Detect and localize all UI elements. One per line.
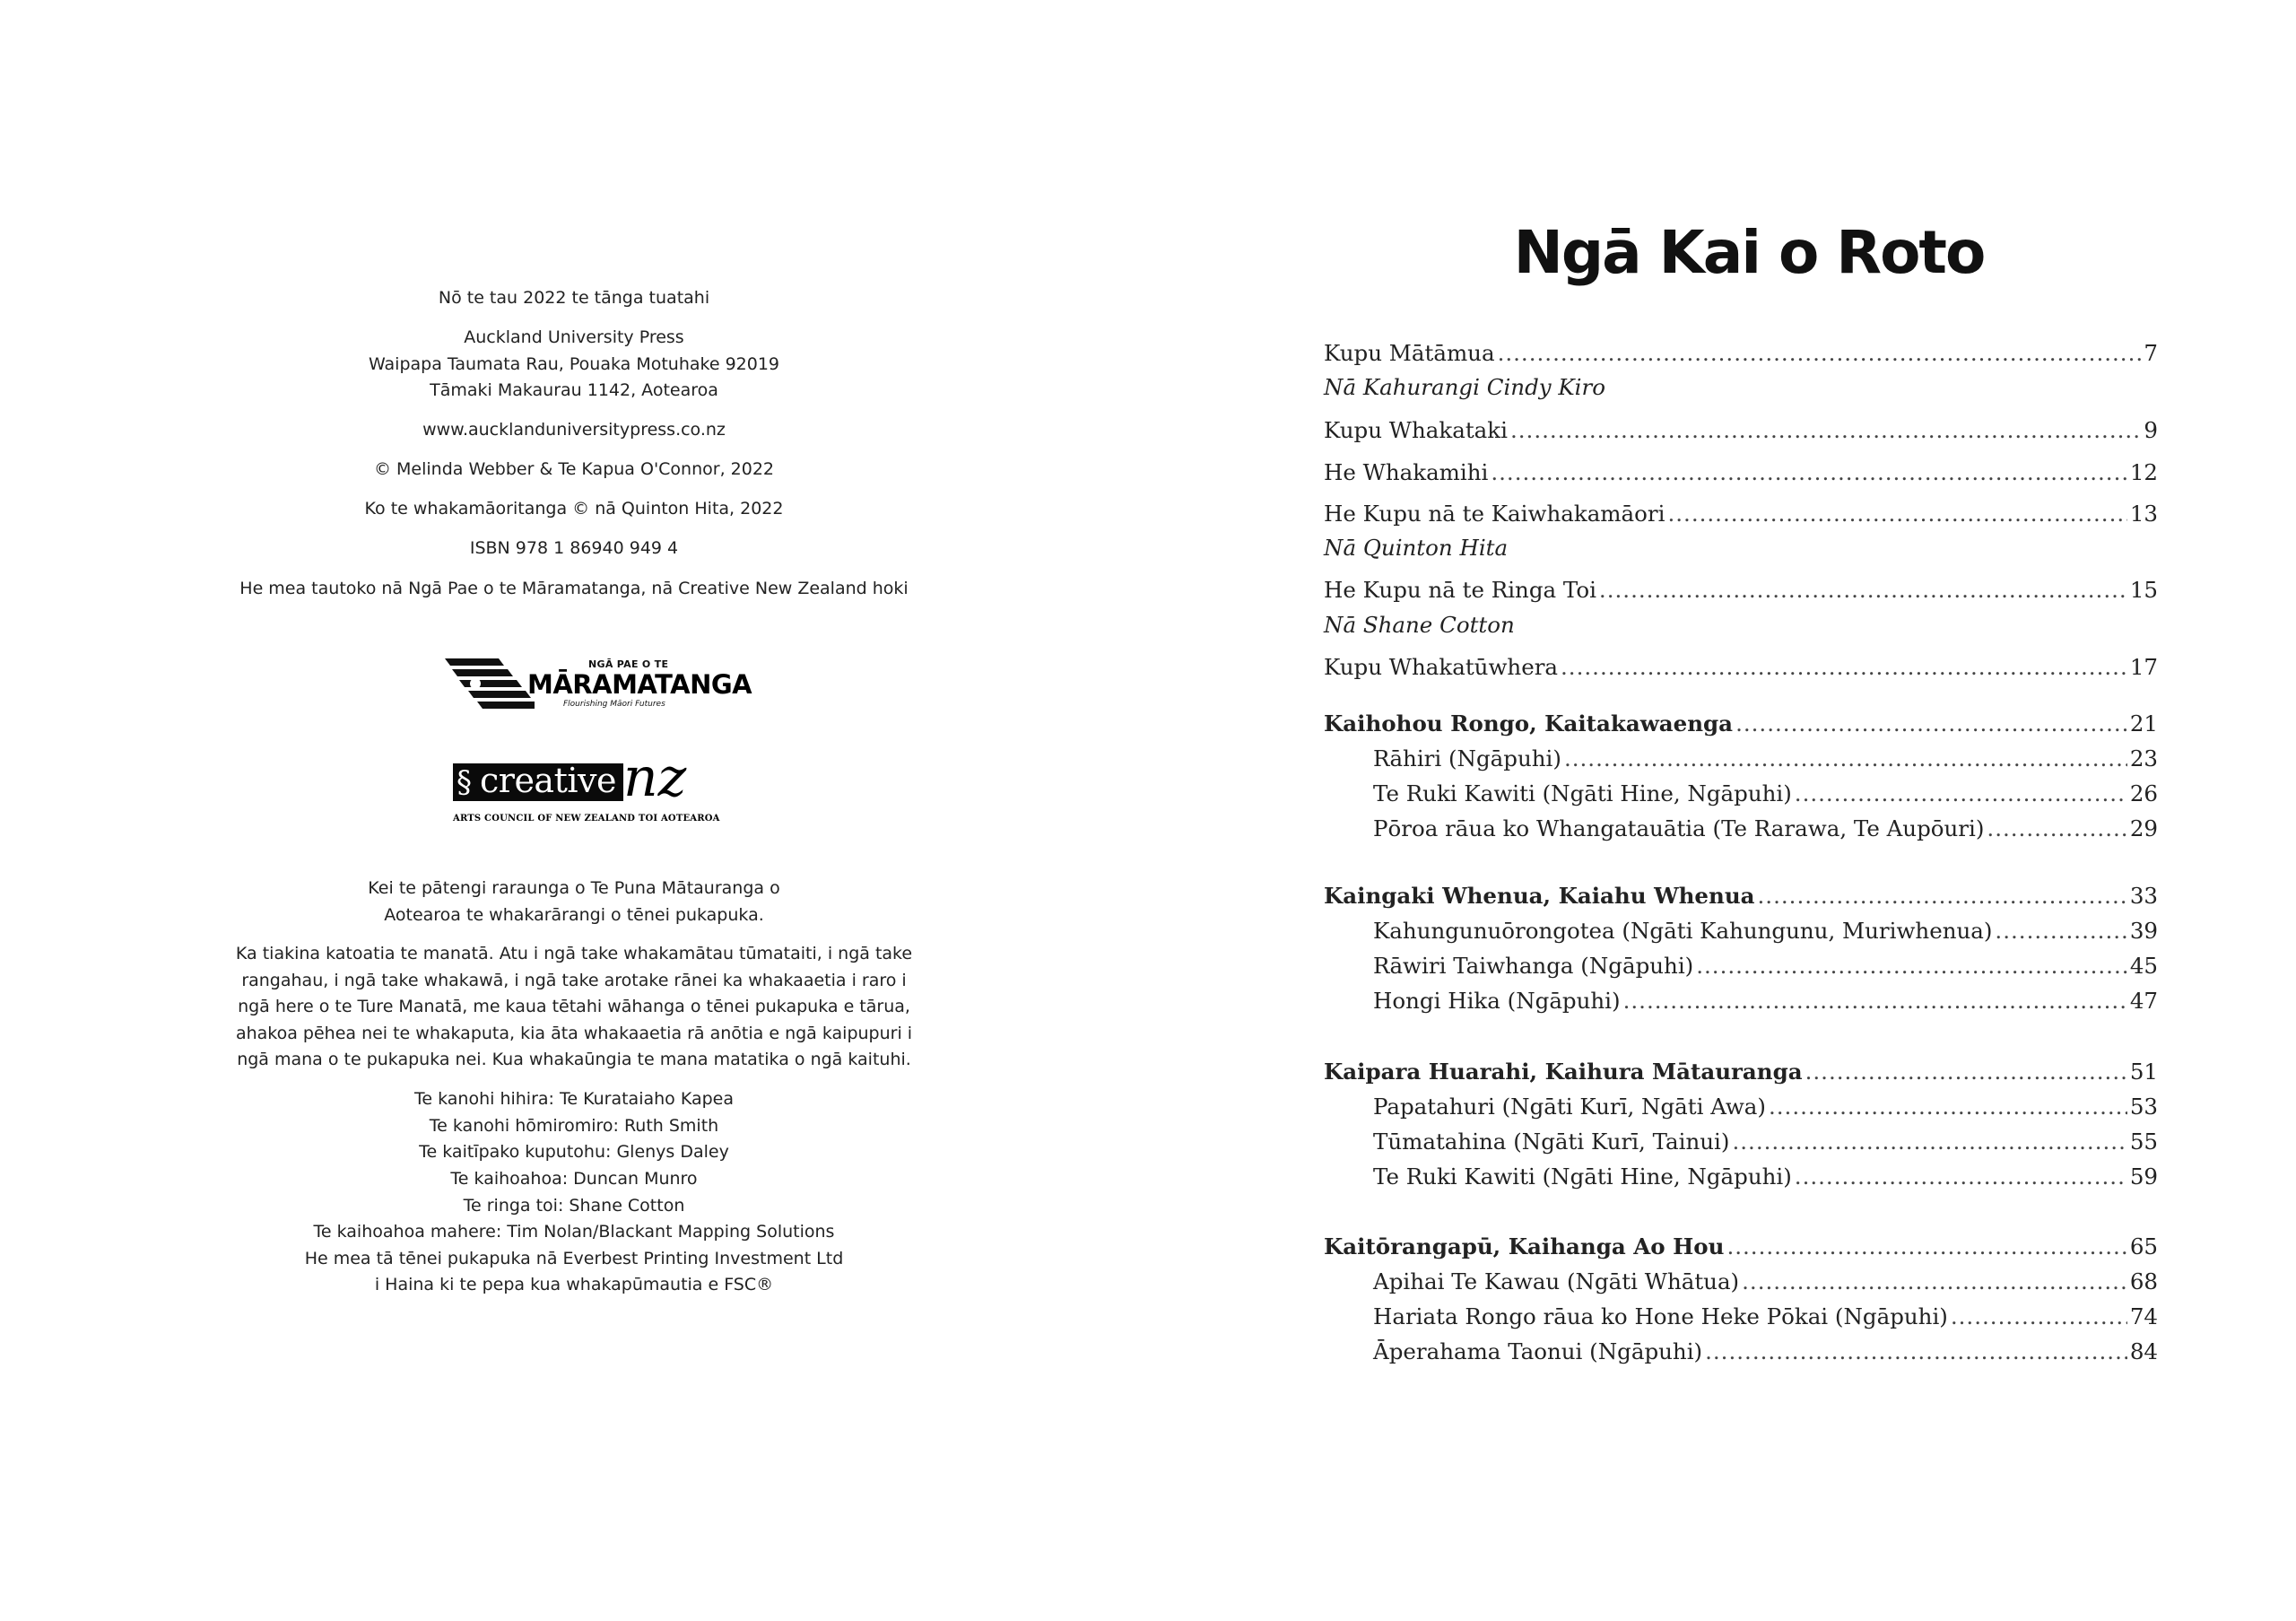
imprint-line: He mea tautoko nā Ngā Pae o te Māramatanga, nā Creative New Zealand hoki [239,579,909,598]
leader-dots [1564,744,2127,774]
toc-page-number: 45 [2129,953,2158,979]
copyright [215,457,933,484]
leader-dots [1742,1267,2127,1297]
toc-item-title: Tūmatahina (Ngāti Kurī, Tainui) [1373,1129,1730,1155]
toc-entry-title: He Kupu nā te Ringa Toi [1324,577,1596,603]
koru-icon: § [457,764,472,800]
toc-page-number: 21 [2129,710,2158,736]
logo-nz: nz [623,746,687,809]
toc-entry[interactable] [1324,499,2158,529]
editors-credit [215,1086,933,1166]
imprint-line: Te ringa toi: Shane Cotton [463,1195,685,1216]
imprint-line: rangahau, i ngā take whakawā, i ngā take arotake rānei ka whakaaetia i raro i [241,970,907,990]
leader-dots [1667,499,2126,529]
toc-item[interactable] [1373,1127,2158,1157]
toc-item-title: Apihai Te Kawau (Ngāti Whātua) [1373,1268,1740,1294]
toc-page-number: 39 [2129,918,2158,944]
toc-section[interactable] [1324,1057,2158,1087]
leader-dots [1491,458,2126,488]
toc-item-title: Rāwiri Taiwhanga (Ngāpuhi) [1373,953,1694,979]
maramatanga-logo [445,657,752,710]
toc-section-title: Kaitōrangapū, Kaihanga Ao Hou [1324,1233,1725,1259]
toc-section[interactable] [1324,709,2158,739]
toc-page-number: 12 [2129,459,2158,485]
toc-page-number: 7 [2144,340,2158,366]
translation-copyright [215,496,933,523]
leader-dots [1732,1127,2126,1157]
imprint-line: Ko te whakamāoritanga © nā Quinton Hita, 2022 [364,499,784,519]
logo-council-text: ARTS COUNCIL OF NEW ZEALAND TOI AOTEAROA [453,814,720,824]
imprint-line: Auckland University Press [464,327,684,347]
toc-section-title: Kaihohou Rongo, Kaitakawaenga [1324,710,1734,736]
publisher-address [215,325,933,405]
toc-item[interactable] [1373,1162,2158,1192]
isbn [215,536,933,562]
logo-small-text: NGĀ PAE O TE [588,658,669,670]
imprint-line: Te kanohi hihira: Te Kurataiaho Kapea [414,1089,734,1109]
leader-dots [1705,1337,2127,1367]
toc-entry-title: Kupu Whakataki [1324,417,1508,443]
leader-dots [1726,1232,2126,1262]
toc-page-number: 15 [2129,577,2158,603]
imprint-line: Waipapa Taumata Rau, Pouaka Motuhake 92019 [368,353,780,374]
toc-item[interactable] [1373,1337,2158,1367]
toc-page-number: 13 [2129,501,2158,527]
imprint-line: ngā mana o te pukapuka nei. Kua whakaūngia te mana matatika o ngā kaituhi. [237,1050,911,1069]
toc-item[interactable] [1373,916,2158,946]
production-credit [215,1166,933,1299]
toc-section[interactable] [1324,1232,2158,1262]
imprint-line: Kei te pātengi raraunga o Te Puna Mātauranga o [368,878,780,898]
imprint-line: Te kanohi hōmiromiro: Ruth Smith [429,1115,719,1136]
toc-item-title: Kahungunuōrongotea (Ngāti Kahungunu, Muriwhenua) [1373,918,1993,944]
toc-item[interactable] [1373,951,2158,981]
toc-item-title: Te Ruki Kawiti (Ngāti Hine, Ngāpuhi) [1373,780,1792,806]
toc-entry-title: Kupu Whakatūwhera [1324,654,1559,680]
toc-page-number: 84 [2129,1338,2158,1364]
support-credit [215,576,933,603]
toc-page-number: 55 [2129,1129,2158,1155]
imprint-line: He mea tā tēnei pukapuka nā Everbest Printing Investment Ltd [304,1248,844,1268]
imprint-line: ISBN 978 1 86940 949 4 [469,538,679,558]
toc-page-number: 29 [2129,815,2158,841]
toc-entry-title: Kupu Mātāmua [1324,340,1495,366]
toc-section[interactable] [1324,881,2158,911]
leader-dots [1735,709,2127,739]
leader-dots [1696,951,2127,981]
toc-item-title: Hongi Hika (Ngāpuhi) [1373,988,1621,1014]
toc-page-number: 68 [2129,1268,2158,1294]
toc-entry-title: He Kupu nā te Kaiwhakamāori [1324,501,1665,527]
creative-nz-logo [453,746,720,828]
rights-notice [215,941,933,1074]
toc-entry[interactable] [1324,338,2158,369]
imprint-line: Aotearoa te whakarārangi o tēnei pukapuka. [384,904,764,925]
toc-entry[interactable] [1324,575,2158,606]
website [215,417,933,444]
toc-entry-author: Nā Quinton Hita [1324,535,1509,561]
leader-dots [1599,575,2127,606]
toc-section-title: Kaingaki Whenua, Kaiahu Whenua [1324,883,1755,909]
leader-dots [1987,814,2126,844]
leader-dots [1510,415,2141,446]
leader-dots [1951,1302,2127,1332]
logo-title: MĀRAMATANGA [527,669,752,700]
logo-word: creative [480,761,616,800]
toc-item[interactable] [1373,779,2158,809]
toc-page-number: 59 [2129,1163,2158,1190]
leader-dots [1498,338,2142,369]
toc-page-number: 51 [2129,1059,2158,1085]
imprint-line: Nō te tau 2022 te tānga tuatahi [438,288,710,308]
toc-item-title: Papatahuri (Ngāti Kurī, Ngāti Awa) [1373,1094,1766,1120]
toc-entry[interactable] [1324,458,2158,488]
catalogue-note [215,876,933,928]
imprint-line: i Haina ki te pepa kua whakapūmautia e FSC® [374,1275,774,1294]
toc-item[interactable] [1373,1302,2158,1332]
imprint-line: ahakoa pēhea nei te whakaputa, kia āta whakaaetia rā anōtia e ngā kaipupuri i [235,1023,913,1043]
toc-item[interactable] [1373,1267,2158,1297]
leader-dots [1561,652,2127,683]
leader-dots [1795,1162,2127,1192]
toc-entry[interactable] [1324,415,2158,446]
toc-page-number: 9 [2144,417,2158,443]
toc-item[interactable] [1373,986,2158,1016]
toc-page-number: 26 [2129,780,2158,806]
leader-dots [1995,916,2126,946]
toc-section-title: Kaipara Huarahi, Kaihura Mātauranga [1324,1059,1803,1085]
imprint-line: Ka tiakina katoatia te manatā. Atu i ngā take whakamātau tūmataiti, i ngā take [235,944,913,963]
leader-dots [1805,1057,2127,1087]
toc-item-title: Rāhiri (Ngāpuhi) [1373,745,1561,771]
toc-item-title: Hariata Rongo rāua ko Hone Heke Pōkai (Ngāpuhi) [1373,1303,1948,1329]
imprint-line: Tāmaki Makaurau 1142, Aotearoa [430,380,718,400]
imprint-line: Te kaitīpako kuputohu: Glenys Daley [419,1142,729,1162]
toc-item-title: Āperahama Taonui (Ngāpuhi) [1373,1338,1703,1364]
maramatanga-emblem-icon [445,658,535,709]
toc-page-number: 33 [2129,883,2158,909]
toc-item-title: Pōroa rāua ko Whangatauātia (Te Rarawa, Te Aupōuri) [1373,815,1985,841]
imprint-line: ngā here o te Ture Manatā, me kaua tētahi wāhanga o tēnei pukapuka e tārua, [238,997,910,1016]
imprint-line: Te kaihoahoa: Duncan Munro [450,1169,698,1189]
toc-entry-author: Nā Kahurangi Cindy Kiro [1324,374,1605,400]
toc-item[interactable] [1373,814,2158,844]
leader-dots [1623,986,2127,1016]
toc-item[interactable] [1373,744,2158,774]
toc-entry-title: He Whakamihi [1324,459,1489,485]
toc-item-title: Te Ruki Kawiti (Ngāti Hine, Ngāpuhi) [1373,1163,1792,1190]
logo-tagline: Flourishing Māori Futures [563,700,665,709]
toc-entry-author: Nā Shane Cotton [1324,612,1515,638]
imprint-line: Te kaihoahoa mahere: Tim Nolan/Blackant Mapping Solutions [313,1222,835,1242]
toc-entry[interactable] [1324,652,2158,683]
toc-item[interactable] [1373,1092,2158,1122]
toc-page-number: 74 [2129,1303,2158,1329]
imprint-line: © Melinda Webber & Te Kapua O'Connor, 2022 [373,459,775,479]
contents-title: Ngā Kai o Roto [1513,218,1985,287]
leader-dots [1795,779,2127,809]
imprint-line: www.aucklanduniversitypress.co.nz [422,420,726,440]
toc-page-number: 17 [2129,654,2158,680]
toc-page-number: 47 [2129,988,2158,1014]
toc-page-number: 53 [2129,1094,2158,1120]
leader-dots [1769,1092,2127,1122]
first-published [215,285,933,312]
leader-dots [1758,881,2127,911]
toc-page-number: 23 [2129,745,2158,771]
toc-page-number: 65 [2129,1233,2158,1259]
